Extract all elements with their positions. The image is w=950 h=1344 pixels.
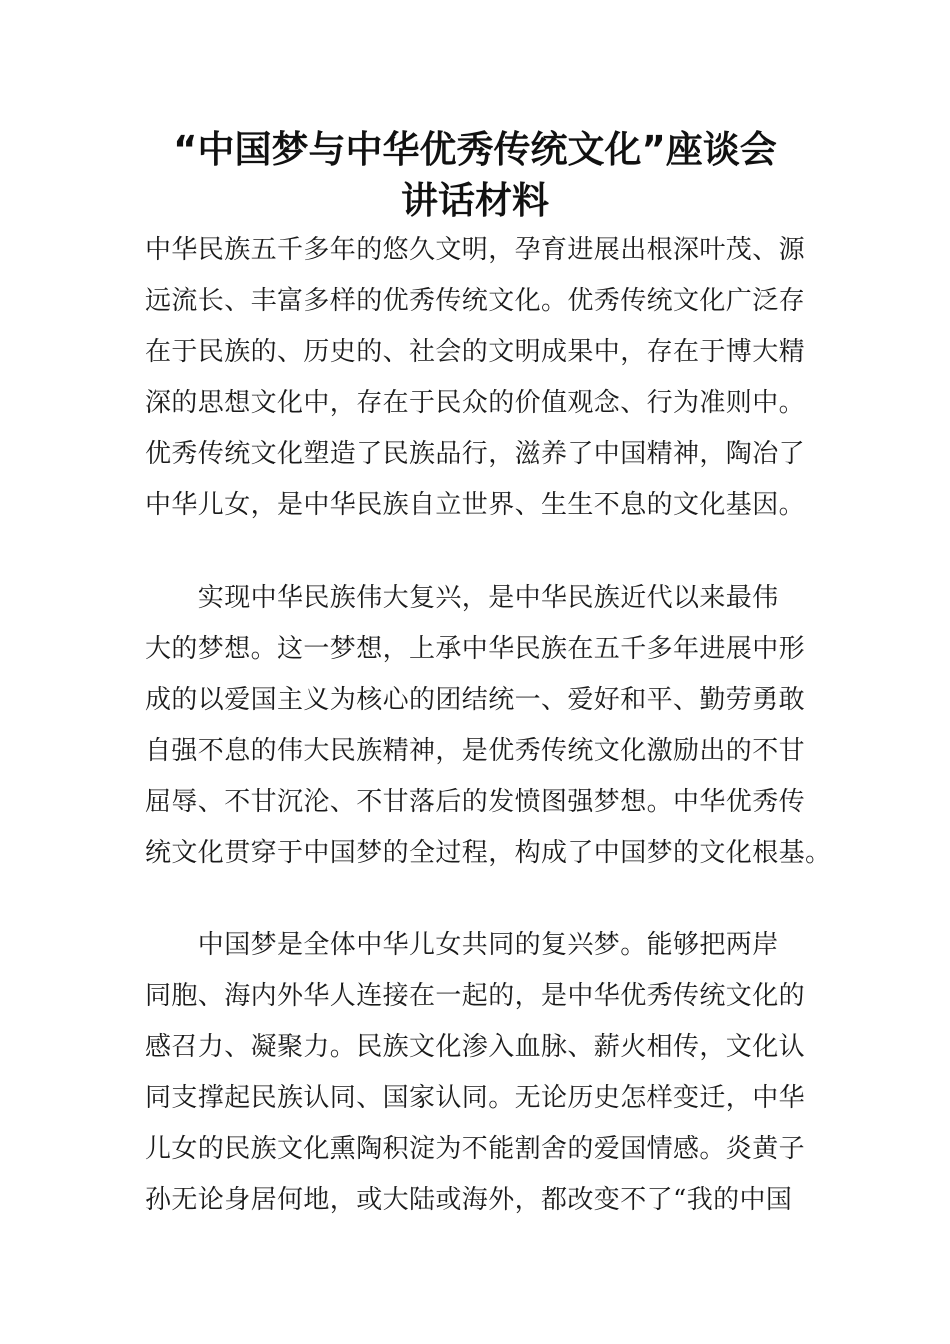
paragraph-line: 孙无论身居何地，或大陆或海外，都改变不了“我的中国: [145, 1185, 793, 1215]
title-line: 讲话材料: [401, 179, 549, 222]
paragraph-line: 屈辱、不甘沉沦、不甘落后的发愤图强梦想。中华优秀传: [145, 787, 806, 817]
paragraph-line: 优秀传统文化塑造了民族品行，滋养了中国精神，陶冶了: [145, 439, 806, 469]
paragraph-line: 自强不息的伟大民族精神，是优秀传统文化激励出的不甘: [145, 736, 806, 766]
paragraph-line: 儿女的民族文化熏陶积淀为不能割舍的爱国情感。炎黄子: [145, 1134, 806, 1164]
paragraph-line: 大的梦想。这一梦想，上承中华民族在五千多年进展中形: [145, 634, 806, 664]
paragraph-line: 远流长、丰富多样的优秀传统文化。优秀传统文化广泛存: [145, 286, 806, 316]
paragraph-1: [145, 225, 809, 531]
paragraph-line: 实现中华民族伟大复兴，是中华民族近代以来最伟: [145, 583, 779, 613]
paragraph-line: 成的以爱国主义为核心的团结统一、爱好和平、勤劳勇敢: [145, 685, 806, 715]
paragraph-line: 感召力、凝聚力。民族文化渗入血脉、薪火相传，文化认: [145, 1032, 806, 1062]
paragraph-2: [145, 573, 832, 879]
paragraph-line: 中华民族五千多年的悠久文明，孕育进展出根深叶茂、源: [145, 235, 806, 265]
title-line: “中国梦与中华优秀传统文化”座谈会: [173, 128, 777, 171]
paragraph-line: 统文化贯穿于中国梦的全过程，构成了中国梦的文化根基。: [145, 838, 832, 868]
paragraph-line: 中国梦是全体中华儿女共同的复兴梦。能够把两岸: [145, 930, 779, 960]
paragraph-line: 在于民族的、历史的、社会的文明成果中，存在于博大精: [145, 337, 806, 367]
paragraph-line: 同支撑起民族认同、国家认同。无论历史怎样变迁，中华: [145, 1083, 806, 1113]
paragraph-line: 中华儿女，是中华民族自立世界、生生不息的文化基因。: [145, 490, 806, 520]
document-title: [100, 124, 850, 226]
paragraph-3: [145, 920, 809, 1226]
paragraph-line: 深的思想文化中，存在于民众的价值观念、行为准则中。: [145, 388, 806, 418]
paragraph-line: 同胞、海内外华人连接在一起的，是中华优秀传统文化的: [145, 981, 806, 1011]
